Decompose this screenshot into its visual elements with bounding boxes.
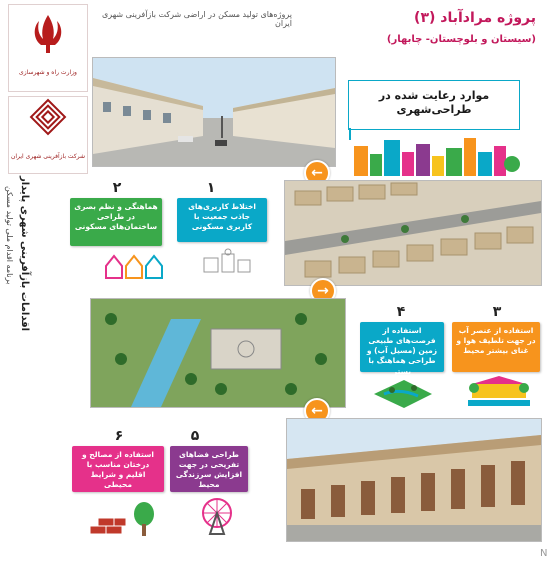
sign-text: موارد رعایت شده در طراحی‌شهری bbox=[378, 89, 490, 117]
item-number-4: ۴ bbox=[396, 304, 406, 320]
page-title: پروژه مرادآباد (۳) bbox=[414, 10, 536, 26]
photo-building-facade bbox=[286, 418, 542, 542]
brick-tree-icon bbox=[86, 500, 160, 540]
street-render bbox=[93, 58, 335, 166]
item-text-4: استفاده از فرصت‌های طبیعی زمین (مسیل آب) و طراحی هماهنگ با بستر bbox=[366, 326, 438, 376]
ministry-logo bbox=[8, 4, 88, 92]
park-render bbox=[91, 299, 345, 407]
item-card-5 bbox=[170, 446, 248, 492]
emblem-icon bbox=[9, 5, 87, 65]
facade-render bbox=[287, 419, 541, 541]
item-card-4 bbox=[360, 322, 444, 376]
pond-icon bbox=[466, 374, 532, 408]
terrain-icon bbox=[370, 374, 436, 410]
item-card-6 bbox=[72, 446, 164, 492]
mixed-use-icon bbox=[198, 248, 254, 276]
company-logo bbox=[8, 96, 88, 174]
item-text-3: استفاده از عنصر آب در جهت تلطیف هوا و غنای بیشتر محیط bbox=[456, 326, 536, 356]
item-number-3: ۳ bbox=[492, 304, 502, 320]
item-number-1: ۱ bbox=[206, 180, 216, 196]
item-text-6: استفاده از مصالح و درختان مناسب با اقلیم و شرایط محیطی bbox=[82, 450, 154, 490]
item-number-5: ۵ bbox=[190, 428, 200, 444]
item-card-3 bbox=[452, 322, 540, 372]
company-logo-text: شرکت بازآفرینی شهری ایران bbox=[10, 153, 86, 160]
top-line: پروژه‌های تولید مسکن در اراضی شرکت بازآفرینی شهری ایران bbox=[102, 10, 292, 28]
photo-aerial-town bbox=[284, 180, 542, 286]
page-subtitle: (سیستان و بلوچستان- چابهار) bbox=[386, 34, 536, 45]
item-text-5: طراحی فضاهای تفریحی در جهت افزایش سرزندگی محیط bbox=[175, 450, 243, 490]
item-card-1 bbox=[177, 198, 267, 242]
ferris-wheel-icon bbox=[198, 496, 236, 536]
arrow-right-icon-2: → bbox=[310, 278, 336, 304]
item-text-1: اختلاط کاربری‌های جاذب جمعیت با کاربری مسکونی bbox=[188, 202, 256, 232]
sidebar-vertical-title: اقدامات بازآفرینی شهری پایدار bbox=[19, 176, 30, 332]
item-card-2 bbox=[70, 198, 162, 246]
photo-street-scene bbox=[92, 57, 336, 167]
item-number-2: ۲ bbox=[112, 180, 122, 196]
pattern-logo-icon bbox=[9, 97, 87, 149]
houses-icon bbox=[104, 252, 166, 280]
city-skyline-illustration bbox=[350, 132, 526, 176]
item-number-6: ۶ bbox=[114, 428, 124, 444]
photo-park-render bbox=[90, 298, 346, 408]
sidebar-vertical-subtitle: برنامه اقدام ملی تولید مسکن bbox=[5, 186, 14, 285]
item-text-2: هماهنگی و نظم بصری در طراحی ساختمان‌های مسکونی bbox=[74, 202, 158, 232]
arrow-left-icon-1: ← bbox=[304, 160, 330, 186]
aerial-town-render bbox=[285, 181, 541, 285]
corner-mark-icon: N bbox=[540, 548, 548, 559]
arrow-left-icon-3: ← bbox=[304, 398, 330, 424]
skyline-icon bbox=[350, 132, 526, 176]
ministry-logo-text: وزارت راه و شهرسازی bbox=[19, 69, 77, 76]
design-principles-sign bbox=[348, 80, 520, 130]
